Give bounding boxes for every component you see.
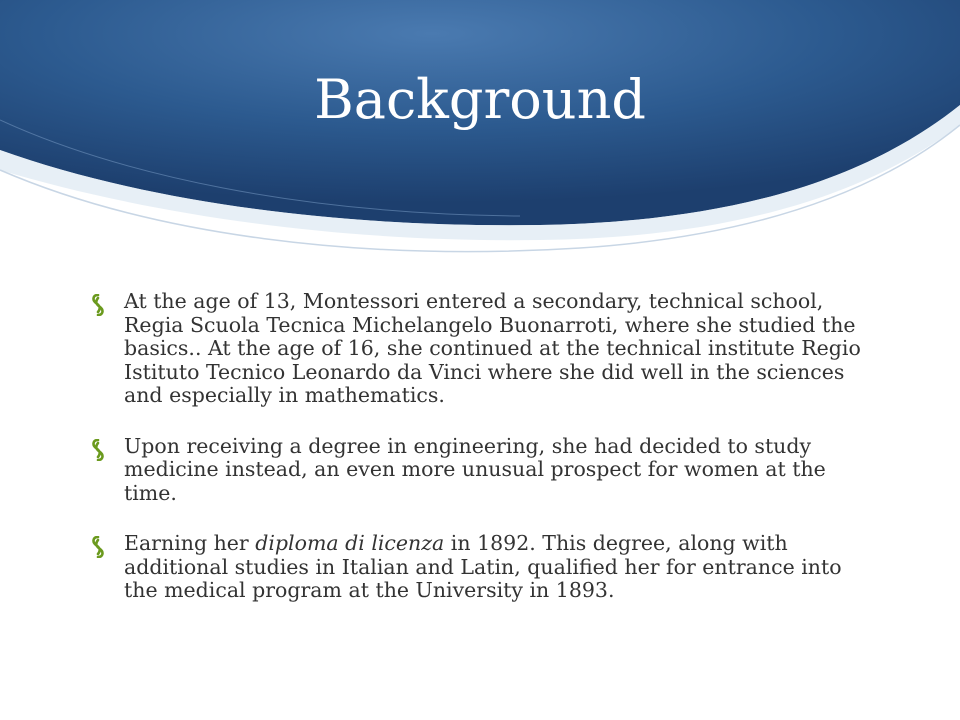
fleuron-bullet-icon xyxy=(90,294,106,316)
bullet-text: Upon receiving a degree in engineering, she had decided to study medicine instead, an even more unusual prospect for women at the time. xyxy=(124,433,826,505)
bullet-text-start: Earning her xyxy=(124,531,256,555)
slide-title: Background xyxy=(314,68,646,131)
bullet-text-end: in 1892. This degree, along with additional studies in Italian and Latin, qualified her for entrance into the medical program at the University in 1893. xyxy=(124,531,842,602)
bullet-text: At the age of 13, Montessori entered a secondary, technical school, Regia Scuola Tecnica Michelangelo Buonarroti, where she studied the basics.. At the age of 16, she continued at the technical institute Regio Istituto Tecnico Leonardo da Vinci where she did well in the sciences and especially in mathematics. xyxy=(124,289,861,407)
bullet-list xyxy=(90,290,880,630)
fleuron-bullet-icon xyxy=(90,536,106,558)
fleuron-bullet-icon xyxy=(90,439,106,461)
bullet-item xyxy=(90,532,880,603)
italic-term: diploma di licenza xyxy=(255,531,445,555)
bullet-text xyxy=(124,532,880,603)
header-swoosh-background xyxy=(0,0,960,280)
bullet-item xyxy=(90,435,880,506)
bullet-item xyxy=(90,290,880,408)
